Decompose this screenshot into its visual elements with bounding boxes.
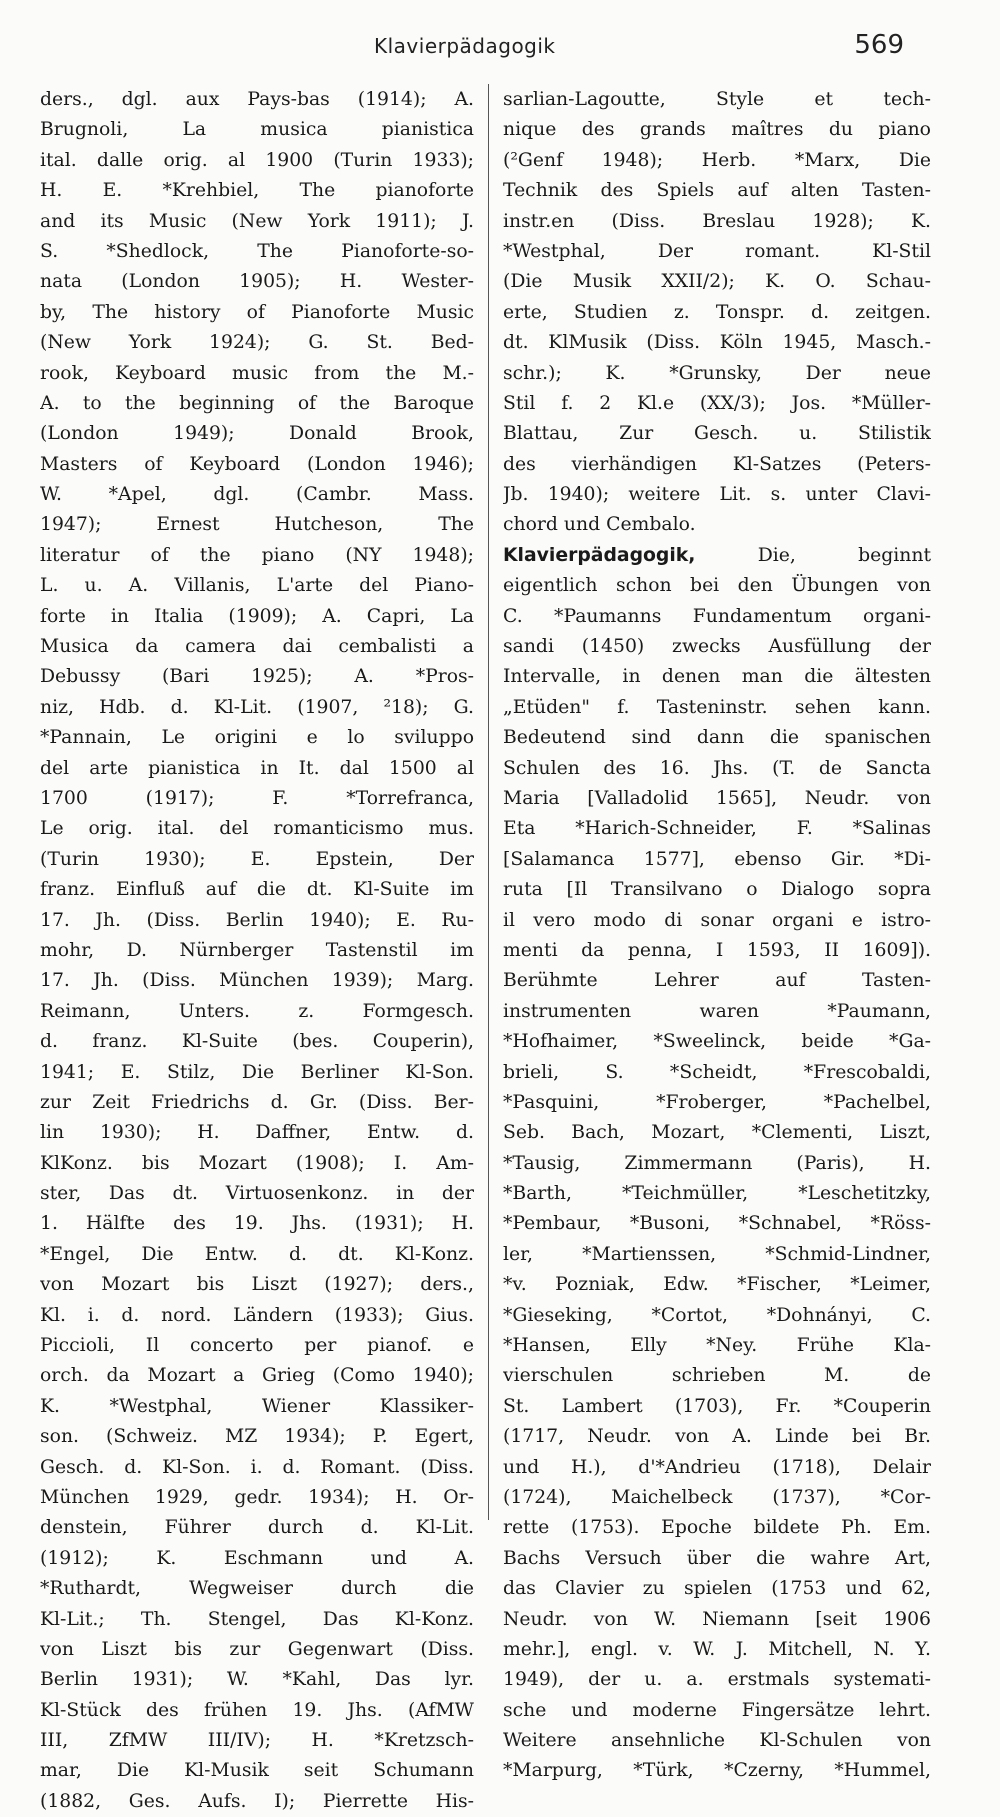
entry-first-line-text: Die, beginnt [695, 544, 931, 566]
text-line: and its Music (New York 1911); J. [40, 210, 474, 232]
text-line: Berühmte Lehrer auf Tasten- [503, 970, 931, 992]
text-line: Berlin 1931); W. *Kahl, Das lyr. [40, 1669, 474, 1691]
text-line: mar, Die Kl-Musik seit Schumann [40, 1760, 474, 1782]
text-line: Debussy (Bari 1925); A. *Pros- [40, 666, 474, 688]
text-line: (1912); K. Eschmann und A. [40, 1547, 474, 1569]
text-line: eigentlich schon bei den Übungen von [503, 575, 931, 597]
text-line: das Clavier zu spielen (1753 und 62, [503, 1578, 931, 1600]
text-line: zur Zeit Friedrichs d. Gr. (Diss. Ber- [40, 1091, 474, 1113]
running-head: Klavierpädagogik [374, 34, 556, 58]
text-line: Kl-Stück des frühen 19. Jhs. (AfMW [40, 1699, 474, 1721]
text-line: *Pannain, Le origini e lo sviluppo [40, 727, 474, 749]
text-line: III, ZfMW III/IV); H. *Kretzsch- [40, 1730, 474, 1752]
text-line: 1947); Ernest Hutcheson, The [40, 514, 474, 536]
text-line: (New York 1924); G. St. Bed- [40, 332, 474, 354]
text-line: by, The history of Pianoforte Music [40, 301, 474, 323]
text-line: C. *Paumanns Fundamentum organi- [503, 605, 931, 627]
text-line: del arte pianistica in It. dal 1500 al [40, 757, 474, 779]
text-line: chord und Cembalo. [503, 514, 696, 536]
entry-body [503, 571, 931, 1787]
text-line: ital. dalle orig. al 1900 (Turin 1933); [40, 149, 474, 171]
text-line: orch. da Mozart a Grieg (Como 1940); [40, 1365, 474, 1387]
text-line: d. franz. Kl-Suite (bes. Couperin), [40, 1031, 474, 1053]
text-line: Bedeutend sind dann die spanischen [503, 727, 931, 749]
text-line: St. Lambert (1703), Fr. *Couperin [503, 1395, 931, 1417]
text-line: München 1929, gedr. 1934); H. Or- [40, 1486, 474, 1508]
text-line: *Barth, *Teichmüller, *Leschetitzky, [503, 1183, 931, 1205]
text-line: A. to the beginning of the Baroque [40, 392, 474, 414]
text-line: *Hofhaimer, *Sweelinck, beide *Ga- [503, 1031, 931, 1053]
page-number: 569 [854, 30, 904, 60]
text-line: Stil f. 2 Kl.e (XX/3); Jos. *Müller- [503, 392, 931, 414]
text-line: ster, Das dt. Virtuosenkonz. in der [40, 1183, 474, 1205]
text-line: *Pasquini, *Froberger, *Pachelbel, [503, 1091, 931, 1113]
text-line: erte, Studien z. Tonspr. d. zeitgen. [503, 301, 931, 323]
text-line: Piccioli, Il concerto per pianof. e [40, 1335, 474, 1357]
text-line: S. *Shedlock, The Pianoforte-so- [40, 240, 474, 262]
text-line: il vero modo di sonar organi e istro- [503, 909, 931, 931]
text-line: franz. Einfluß auf die dt. Kl-Suite im [40, 879, 474, 901]
text-line: lin 1930); H. Daffner, Entw. d. [40, 1122, 474, 1144]
text-line: Schulen des 16. Jhs. (T. de Sancta [503, 757, 931, 779]
text-line: *Engel, Die Entw. d. dt. Kl-Konz. [40, 1243, 474, 1265]
text-line: L. u. A. Villanis, L'arte del Piano- [40, 575, 474, 597]
text-line: (1717, Neudr. von A. Linde bei Br. [503, 1426, 931, 1448]
text-line: Weitere ansehnliche Kl-Schulen von [503, 1730, 931, 1752]
text-line: 17. Jh. (Diss. München 1939); Marg. [40, 970, 474, 992]
text-line: Brugnoli, La musica pianistica [40, 119, 474, 141]
text-line: *Tausig, Zimmermann (Paris), H. [503, 1152, 931, 1174]
text-line: von Liszt bis zur Gegenwart (Diss. [40, 1638, 474, 1660]
text-line: von Mozart bis Liszt (1927); ders., [40, 1274, 474, 1296]
text-line: *Hansen, Elly *Ney. Frühe Kla- [503, 1335, 931, 1357]
text-line: „Etüden" f. Tasteninstr. sehen kann. [503, 696, 931, 718]
text-line: *Westphal, Der romant. Kl-Stil [503, 240, 931, 262]
text-line: (London 1949); Donald Brook, [40, 423, 474, 445]
entry-headword: Klavierpädagogik, [503, 544, 696, 566]
text-line: rook, Keyboard music from the M.- [40, 362, 474, 384]
text-line: 17. Jh. (Diss. Berlin 1940); E. Ru- [40, 909, 474, 931]
entry-first-line [503, 541, 931, 571]
text-line: mehr.], engl. v. W. J. Mitchell, N. Y. [503, 1638, 931, 1660]
text-line: *Ruthardt, Wegweiser durch die [40, 1578, 474, 1600]
text-line: Kl. i. d. nord. Ländern (1933); Gius. [40, 1304, 474, 1326]
text-line: Bachs Versuch über die wahre Art, [503, 1547, 931, 1569]
text-line: Technik des Spiels auf alten Tasten- [503, 180, 931, 202]
text-line: denstein, Führer durch d. Kl-Lit. [40, 1517, 474, 1539]
text-line: 1941; E. Stilz, Die Berliner Kl-Son. [40, 1061, 474, 1083]
text-line: nique des grands maîtres du piano [503, 119, 931, 141]
right-column-continuation [503, 85, 931, 541]
text-line: Eta *Harich-Schneider, F. *Salinas [503, 818, 931, 840]
text-line: *Pembaur, *Busoni, *Schnabel, *Röss- [503, 1213, 931, 1235]
text-line: *v. Pozniak, Edw. *Fischer, *Leimer, [503, 1274, 931, 1296]
text-line: W. *Apel, dgl. (Cambr. Mass. [40, 484, 474, 506]
text-line: brieli, S. *Scheidt, *Frescobaldi, [503, 1061, 931, 1083]
text-line: Reimann, Unters. z. Formgesch. [40, 1000, 474, 1022]
text-line: Seb. Bach, Mozart, *Clementi, Liszt, [503, 1122, 931, 1144]
text-line: menti da penna, I 1593, II 1609]). [503, 939, 931, 961]
column-divider [488, 84, 489, 1520]
text-line: literatur of the piano (NY 1948); [40, 544, 474, 566]
text-line: instr.en (Diss. Breslau 1928); K. [503, 210, 931, 232]
text-line: forte in Italia (1909); A. Capri, La [40, 605, 474, 627]
text-line: 1. Hälfte des 19. Jhs. (1931); H. [40, 1213, 474, 1235]
text-line: (Die Musik XXII/2); K. O. Schau- [503, 271, 931, 293]
page-header [0, 30, 1000, 70]
text-line: ler, *Martienssen, *Schmid-Lindner, [503, 1243, 931, 1265]
text-line: mohr, D. Nürnberger Tastenstil im [40, 939, 474, 961]
text-line: Maria [Valladolid 1565], Neudr. von [503, 787, 931, 809]
text-line: Gesch. d. Kl-Son. i. d. Romant. (Diss. [40, 1456, 474, 1478]
text-line: Kl-Lit.; Th. Stengel, Das Kl-Konz. [40, 1608, 474, 1630]
text-line: sarlian-Lagoutte, Style et tech- [503, 89, 931, 110]
text-line: [Salamanca 1577], ebenso Gir. *Di- [503, 848, 931, 870]
text-line: H. E. *Krehbiel, The pianoforte [40, 180, 474, 202]
text-line: vierschulen schrieben M. de [503, 1365, 931, 1387]
text-line: dt. KlMusik (Diss. Köln 1945, Masch.- [503, 332, 931, 354]
text-line: (1724), Maichelbeck (1737), *Cor- [503, 1486, 931, 1508]
text-line: sandi (1450) zwecks Ausfüllung der [503, 636, 931, 658]
text-line: son. (Schweiz. MZ 1934); P. Egert, [40, 1426, 474, 1448]
text-line: *Gieseking, *Cortot, *Dohnányi, C. [503, 1304, 931, 1326]
text-line: *Marpurg, *Türk, *Czerny, *Hummel, [503, 1760, 931, 1782]
text-line: schr.); K. *Grunsky, Der neue [503, 362, 931, 384]
text-line: des vierhändigen Kl-Satzes (Peters- [503, 453, 931, 475]
text-line: 1700 (1917); F. *Torrefranca, [40, 787, 474, 809]
text-line: rette (1753). Epoche bildete Ph. Em. [503, 1517, 931, 1539]
text-line: und H.), d'*Andrieu (1718), Delair [503, 1456, 931, 1478]
text-line: (1882, Ges. Aufs. I); Pierrette His- [40, 1790, 474, 1812]
text-line: sche und moderne Fingersätze lehrt. [503, 1699, 931, 1721]
text-line: ders., dgl. aux Pays-bas (1914); A. [40, 89, 474, 110]
text-line: 1949), der u. a. erstmals systemati- [503, 1669, 931, 1691]
text-line: KlKonz. bis Mozart (1908); I. Am- [40, 1152, 474, 1174]
text-line: nata (London 1905); H. Wester- [40, 271, 474, 293]
left-column [40, 85, 474, 1817]
text-line: Blattau, Zur Gesch. u. Stilistik [503, 423, 931, 445]
text-line: (Turin 1930); E. Epstein, Der [40, 848, 474, 870]
text-line: Musica da camera dai cembalisti a [40, 636, 474, 658]
right-column [503, 85, 931, 1787]
text-line: (²Genf 1948); Herb. *Marx, Die [503, 149, 931, 171]
text-line: Intervalle, in denen man die ältesten [503, 666, 931, 688]
text-line: niz, Hdb. d. Kl-Lit. (1907, ²18); G. [40, 696, 474, 718]
text-line: ruta [Il Transilvano o Dialogo sopra [503, 879, 931, 901]
text-line: instrumenten waren *Paumann, [503, 1000, 931, 1022]
text-line: Neudr. von W. Niemann [seit 1906 [503, 1608, 931, 1630]
text-line: Masters of Keyboard (London 1946); [40, 453, 474, 475]
text-line: Jb. 1940); weitere Lit. s. unter Clavi- [503, 484, 931, 506]
text-line: K. *Westphal, Wiener Klassiker- [40, 1395, 474, 1417]
text-line: Le orig. ital. del romanticismo mus. [40, 818, 474, 840]
